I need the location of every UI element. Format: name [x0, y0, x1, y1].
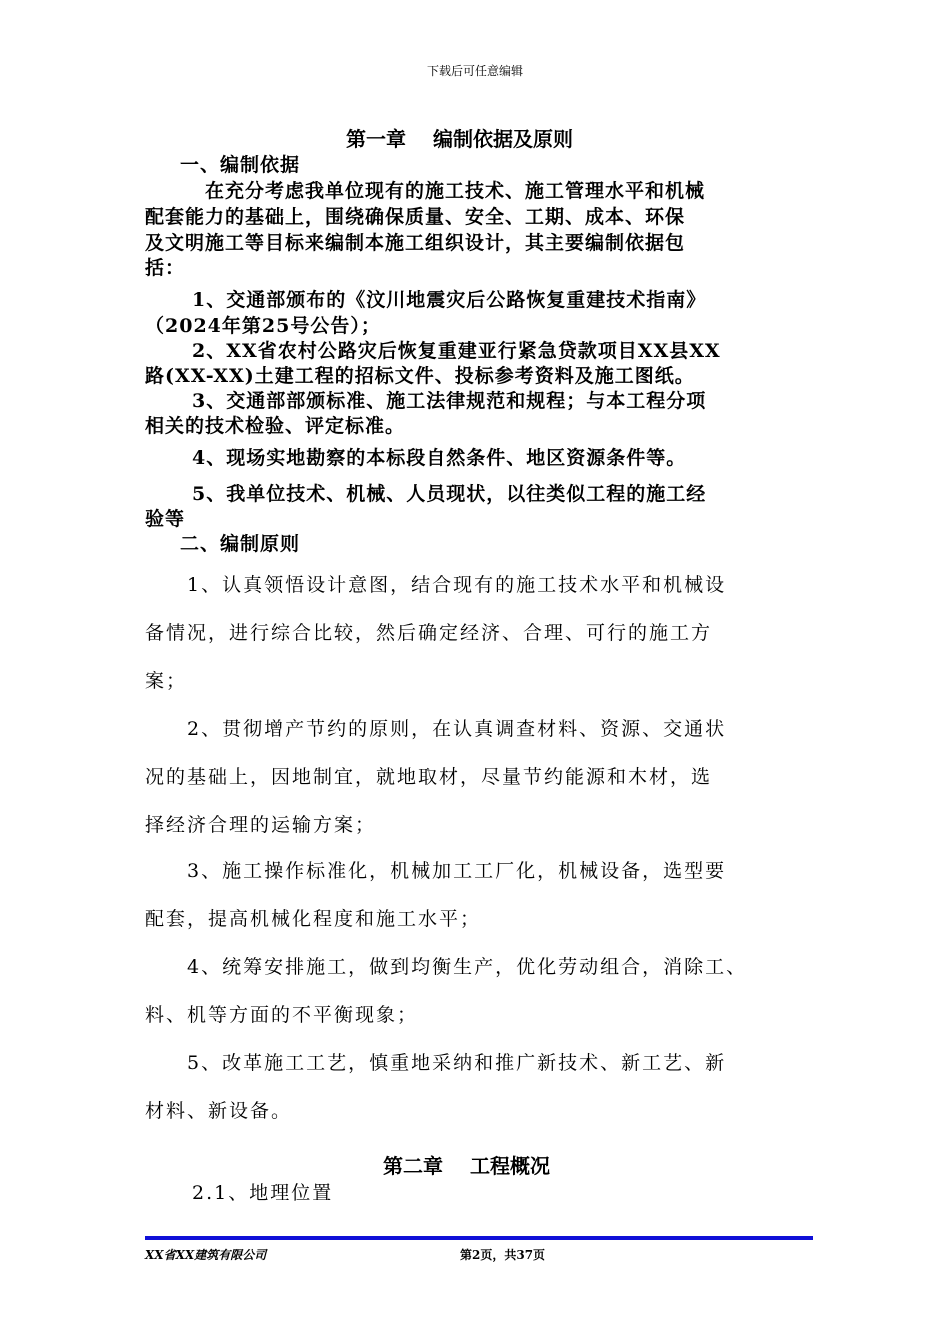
basis-item-3-cont: 相关的技术检验、评定标准。 — [145, 415, 406, 437]
footer-company: XX省XX建筑有限公司 — [145, 1248, 267, 1262]
basis-item-2: 2、XX省农村公路灾后恢复重建亚行紧急贷款项目XX县XX — [192, 340, 721, 362]
intro-line: 及文明施工等目标来编制本施工组织设计，其主要编制依据包 — [145, 232, 686, 254]
basis-item-5-cont: 验等 — [145, 508, 186, 530]
principle-3: 3、施工操作标准化，机械加工工厂化，机械设备，选型要 — [187, 860, 727, 882]
principle-4-cont: 料、机等方面的不平衡现象； — [145, 1004, 419, 1026]
principle-2: 2、贯彻增产节约的原则，在认真调查材料、资源、交通状 — [187, 718, 727, 740]
principle-2-cont: 择经济合理的运输方案； — [145, 814, 377, 836]
principle-1-cont: 备情况，进行综合比较，然后确定经济、合理、可行的施工方 — [145, 622, 713, 644]
principle-4: 4、统筹安排施工，做到均衡生产，优化劳动组合，消除工、 — [187, 956, 748, 978]
section-basis-heading: 一、编制依据 — [180, 154, 301, 176]
basis-item-1-cont: （2024年第25号公告）； — [145, 315, 381, 337]
principle-3-cont: 配套，提高机械化程度和施工水平； — [145, 908, 482, 930]
footer-divider — [145, 1236, 813, 1240]
basis-item-1: 1、交通部颁布的《汶川地震灾后公路恢复重建技术指南》 — [192, 289, 707, 311]
section-principles-heading: 二、编制原则 — [180, 533, 301, 555]
page-header-note: 下载后可任意编辑 — [426, 64, 523, 78]
basis-item-4: 4、现场实地勘察的本标段自然条件、地区资源条件等。 — [192, 447, 687, 469]
section-2-1-heading: 2.1、地理位置 — [192, 1182, 334, 1204]
basis-item-3: 3、交通部部颁标准、施工法律规范和规程；与本工程分项 — [192, 390, 707, 412]
footer-page-number: 第2页，共37页 — [460, 1248, 546, 1262]
principle-1: 1、认真领悟设计意图，结合现有的施工技术水平和机械设 — [187, 574, 727, 596]
basis-item-5: 5、我单位技术、机械、人员现状，以往类似工程的施工经 — [192, 483, 707, 505]
principle-2-cont: 况的基础上，因地制宜，就地取材，尽量节约能源和木材，选 — [145, 766, 713, 788]
principle-1-cont: 案； — [145, 670, 188, 692]
intro-line: 括： — [145, 257, 186, 279]
intro-line: 在充分考虑我单位现有的施工技术、施工管理水平和机械 — [205, 180, 706, 202]
intro-line: 配套能力的基础上，围绕确保质量、安全、工期、成本、环保 — [145, 206, 686, 228]
basis-item-2-cont: 路(XX-XX)土建工程的招标文件、投标参考资料及施工图纸。 — [145, 365, 695, 387]
chapter2-title: 第二章 工程概况 — [383, 1154, 550, 1178]
chapter1-title: 第一章 编制依据及原则 — [346, 127, 573, 151]
principle-5: 5、改革施工工艺，慎重地采纳和推广新技术、新工艺、新 — [187, 1052, 727, 1074]
principle-5-cont: 材料、新设备。 — [145, 1100, 293, 1122]
